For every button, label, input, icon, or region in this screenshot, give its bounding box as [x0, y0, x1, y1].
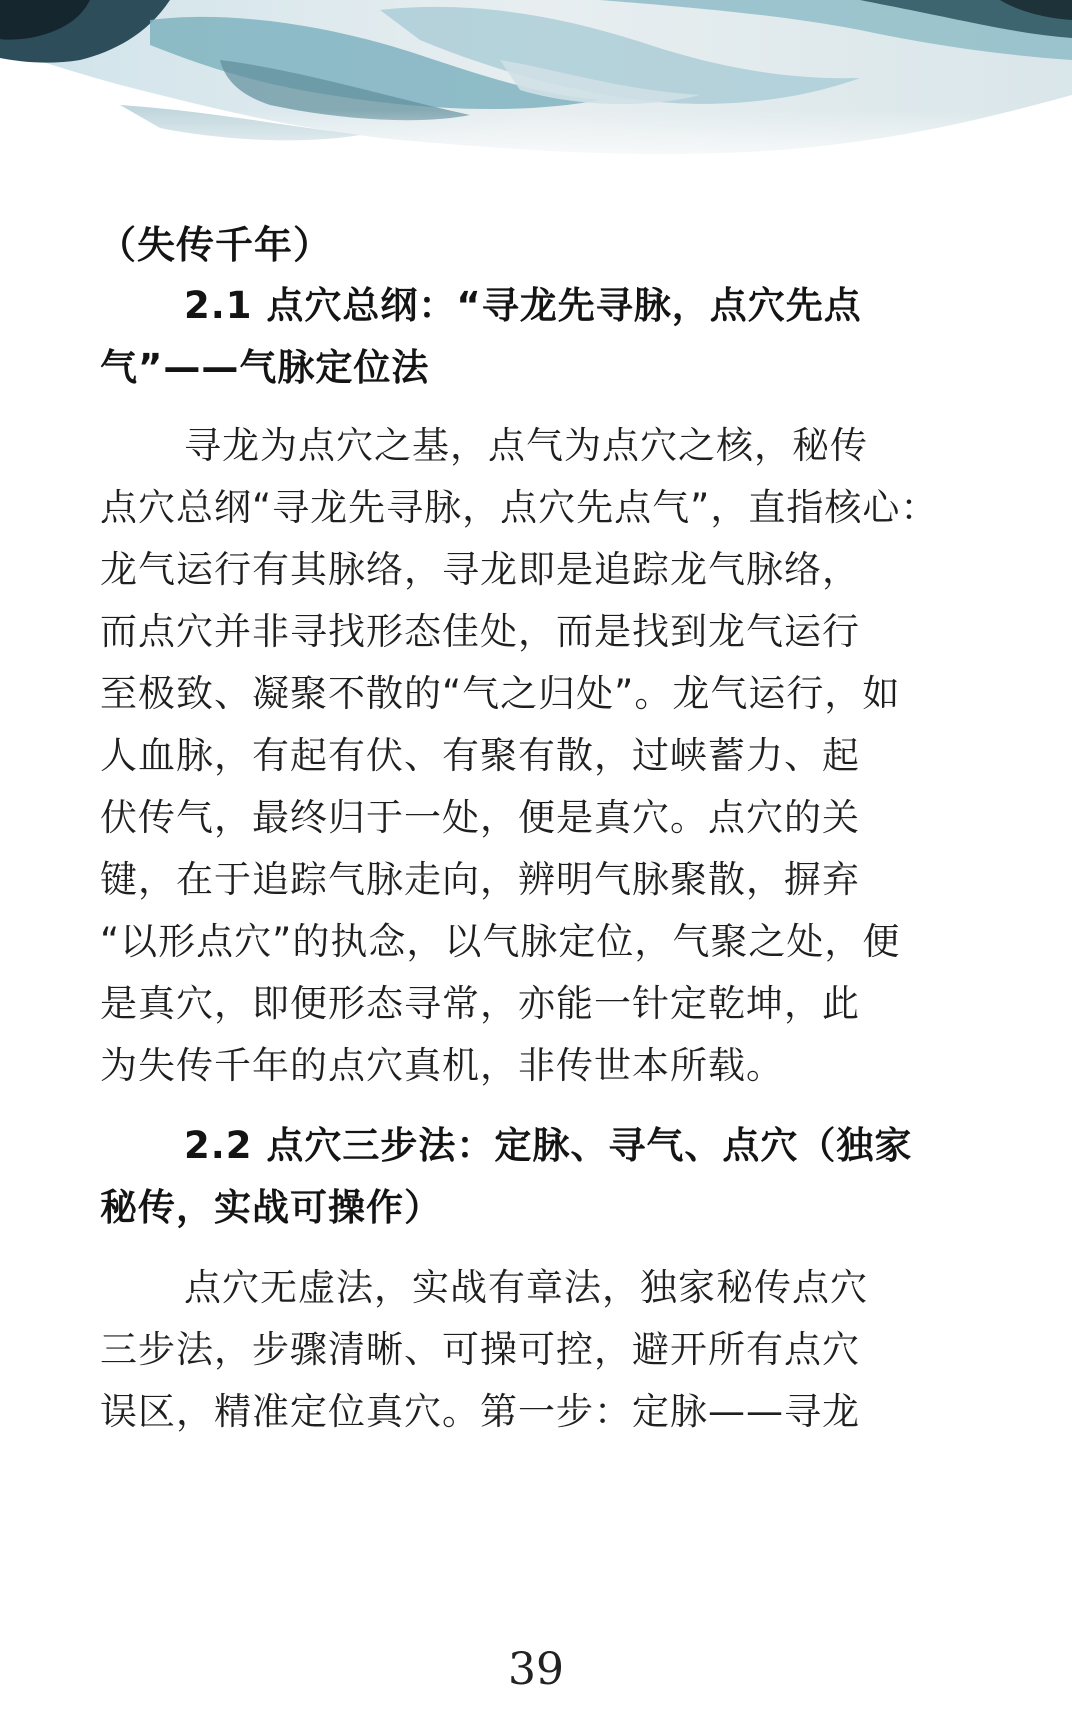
paragraph-line: 是真穴，即便形态寻常，亦能一针定乾坤，此 [100, 982, 860, 1025]
paragraph-line: 寻龙为点穴之基，点气为点穴之核，秘传 [184, 424, 868, 467]
page-number: 39 [508, 1644, 564, 1695]
paragraph-line: 三步法，步骤清晰、可操可控，避开所有点穴 [100, 1328, 860, 1371]
paragraph-line: 键，在于追踪气脉走向，辨明气脉聚散，摒弃 [100, 858, 860, 901]
paragraph-line: 龙气运行有其脉络，寻龙即是追踪龙气脉络， [100, 548, 860, 591]
paragraph-line: “以形点穴”的执念，以气脉定位，气聚之处，便 [100, 920, 901, 963]
paragraph-line: 而点穴并非寻找形态佳处，而是找到龙气运行 [100, 610, 860, 653]
paragraph-line: 人血脉，有起有伏、有聚有散，过峡蓄力、起 [100, 734, 860, 777]
paragraph-line: 伏传气，最终归于一处，便是真穴。点穴的关 [100, 796, 860, 839]
paragraph-line: 点穴总纲“寻龙先寻脉，点穴先点气”，直指核心： [100, 486, 939, 529]
paragraph-line: 误区，精准定位真穴。第一步：定脉——寻龙 [100, 1390, 860, 1433]
section-fragment-title: （失传千年） [98, 223, 333, 267]
paragraph-line: 点穴无虚法，实战有章法，独家秘传点穴 [184, 1266, 868, 1309]
section-2-2-heading-line: 2.2 点穴三步法：定脉、寻气、点穴（独家 [184, 1124, 913, 1167]
section-2-2-heading-line: 秘传，实战可操作） [100, 1186, 442, 1229]
ink-wash-banner [0, 0, 1072, 175]
paragraph-line: 至极致、凝聚不散的“气之归处”。龙气运行，如 [100, 672, 901, 715]
section-2-1-heading-line: 2.1 点穴总纲：“寻龙先寻脉，点穴先点 [184, 284, 862, 327]
paragraph-line: 为失传千年的点穴真机，非传世本所载。 [100, 1044, 784, 1087]
section-2-1-heading-line: 气”——气脉定位法 [100, 346, 430, 389]
ink-wash-illustration [0, 0, 1072, 175]
